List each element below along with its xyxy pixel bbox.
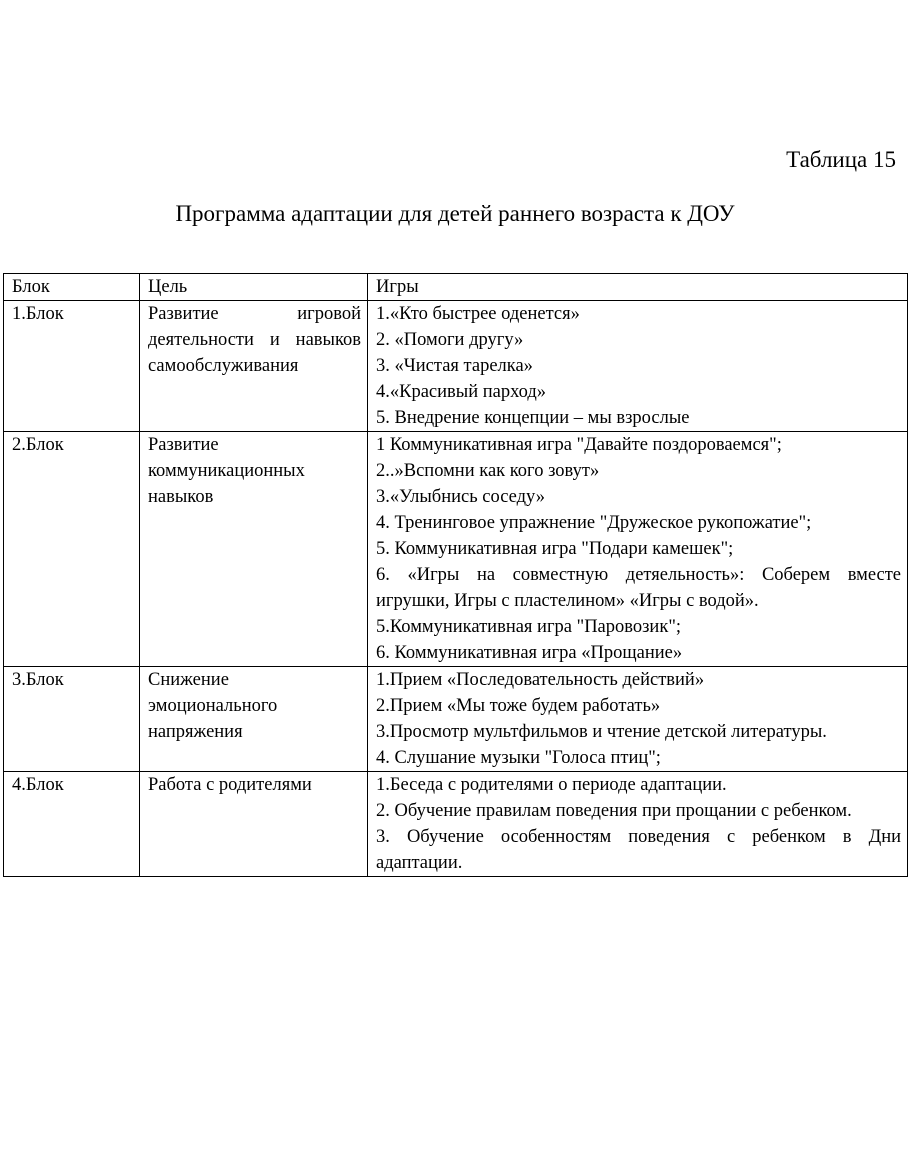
game-item: 2. Обучение правилам поведения при прощании с ребенком. — [376, 801, 852, 821]
game-item: 3.«Улыбнись соседу» — [376, 487, 545, 507]
game-item: 4. Слушание музыки "Голоса птиц"; — [376, 748, 661, 768]
block-cell: 4.Блок — [4, 772, 140, 877]
table-row — [4, 301, 908, 432]
page-title: Программа адаптации для детей раннего возраста к ДОУ — [175, 201, 735, 226]
game-item: 5.Коммуникативная игра "Паровозик"; — [376, 617, 682, 637]
table-header-row — [4, 274, 908, 301]
game-item: 3. «Чистая тарелка» — [376, 356, 533, 376]
game-item: 1 Коммуникативная игра "Давайте поздороваемся"; — [376, 435, 782, 455]
game-item: 1.«Кто быстрее оденется» — [376, 304, 580, 324]
goal-text: Работа с родителями — [148, 775, 312, 795]
game-item: 2.Прием «Мы тоже будем работать» — [376, 696, 661, 716]
goal-cell — [140, 772, 368, 877]
block-cell: 2.Блок — [4, 432, 140, 667]
goal-text: Снижение эмоционального напряжения — [148, 670, 278, 742]
goal-text: Развитие игровой деятельности и навыков самообслуживания — [148, 304, 361, 376]
game-item: 5. Внедрение концепции – мы взрослые — [376, 408, 690, 428]
game-item: 2..»Вспомни как кого зовут» — [376, 461, 600, 481]
games-cell — [368, 772, 908, 877]
table-row — [4, 772, 908, 877]
block-cell: 3.Блок — [4, 667, 140, 772]
game-item: 6. Коммуникативная игра «Прощание» — [376, 643, 683, 663]
block-cell: 1.Блок — [4, 301, 140, 432]
games-cell — [368, 667, 908, 772]
game-item: 1.Беседа с родителями о периоде адаптации. — [376, 775, 727, 795]
header-goal: Цель — [140, 274, 368, 301]
goal-cell — [140, 432, 368, 667]
table-row — [4, 432, 908, 667]
table-row — [4, 667, 908, 772]
table-number: Таблица 15 — [786, 147, 896, 172]
goal-cell — [140, 301, 368, 432]
game-item: 1.Прием «Последовательность действий» — [376, 670, 705, 690]
game-item: 4. Тренинговое упражнение "Дружеское рукопожатие"; — [376, 513, 812, 533]
game-item: 3.Просмотр мультфильмов и чтение детской литературы. — [376, 722, 827, 742]
game-item: 2. «Помоги другу» — [376, 330, 524, 350]
games-cell — [368, 432, 908, 667]
goal-text: Развитие коммуникационных навыков — [148, 435, 305, 507]
game-item: 4.«Красивый парход» — [376, 382, 547, 402]
game-item: 6. «Игры на совместную детяельность»: Соберем вместе игрушки, Игры с пластелином» «Игры с водой». — [376, 565, 901, 611]
goal-cell — [140, 667, 368, 772]
game-item: 3. Обучение особенностям поведения с ребенком в Дни адаптации. — [376, 827, 901, 873]
games-cell — [368, 301, 908, 432]
header-games: Игры — [368, 274, 908, 301]
game-item: 5. Коммуникативная игра "Подари камешек"; — [376, 539, 734, 559]
header-block: Блок — [4, 274, 140, 301]
program-table — [3, 273, 908, 877]
